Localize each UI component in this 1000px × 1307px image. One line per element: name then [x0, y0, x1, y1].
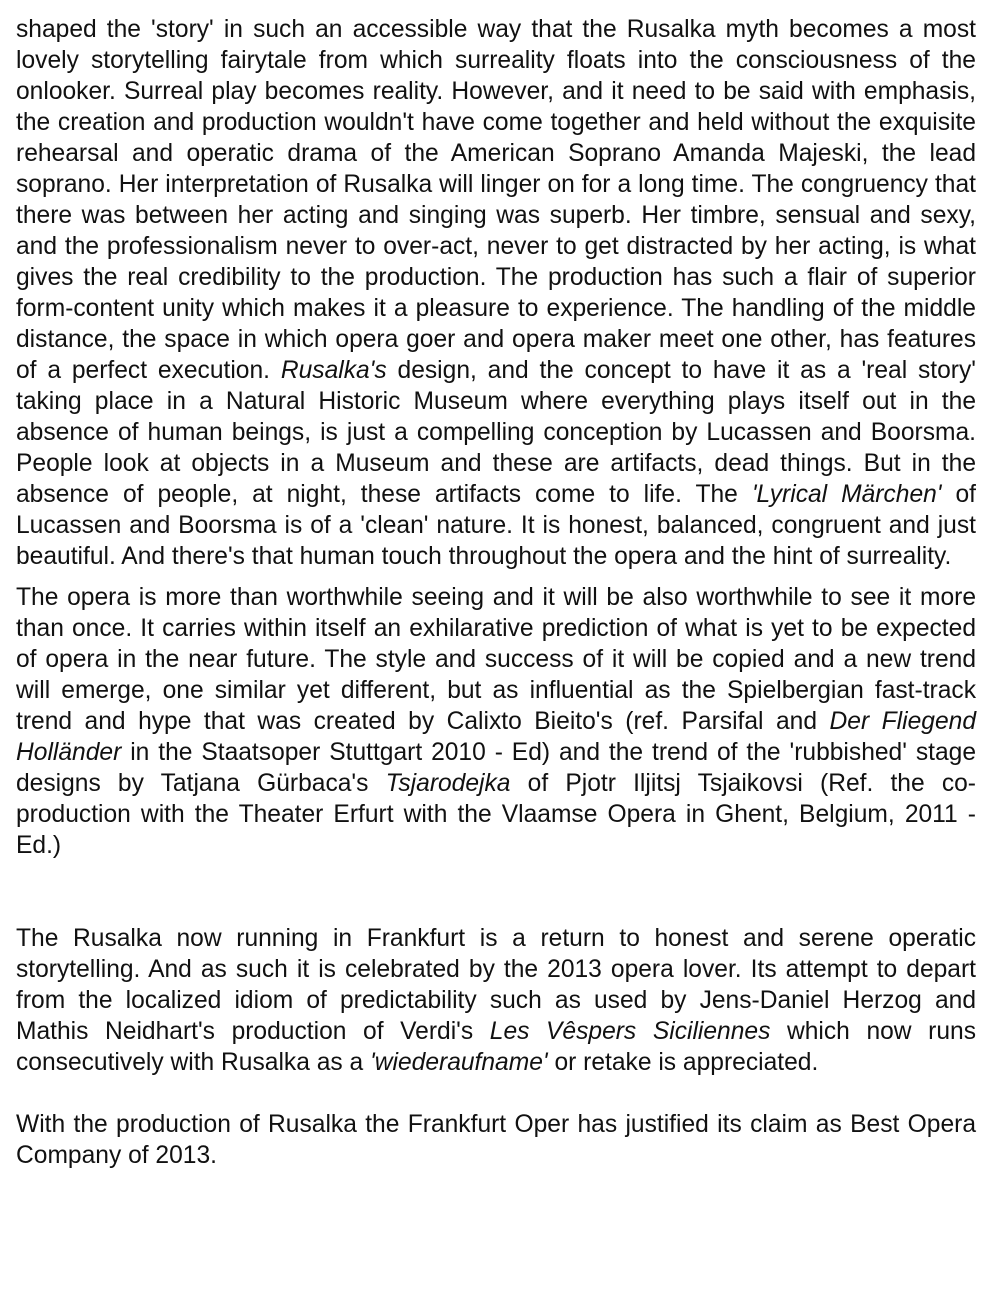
paragraph-frankfurt — [16, 923, 976, 1078]
paragraph-rusalka-review — [16, 14, 976, 572]
italic-title: 'Lyrical Märchen' — [751, 481, 942, 508]
text-span: shaped the 'story' in such an accessible way that the Rusalka myth becomes a most lovely storytelling fairytale from which surreality floats into the consciousness of the onlooker. Surreal play becomes reality. However, and it need to be said with emphasis, the creation and production wouldn't have come together and held without the exquisite rehearsal and operatic drama of the American Soprano Amanda Majeski, the lead soprano. Her interpretation of Rusalka will linger on for a long time. The congruency that there was between her acting and singing was superb. Her timbre, sensual and sexy, and the professionalism never to over-act, never to get distracted by her acting, is what gives the real credibility to the production. The production has such a flair of superior form-content unity which makes it a pleasure to experience. The handling of the middle distance, the space in which opera goer and opera maker meet one other, has features of a perfect execution. — [16, 16, 976, 384]
italic-title: Rusalka's — [280, 357, 387, 384]
text-span: which now runs consecutively with Rusalka as a — [16, 1018, 976, 1076]
text-span: The Rusalka now running in Frankfurt is a return to honest and serene operatic storytelling. And as such it is celebrated by the 2013 opera lover. Its attempt to depart from the localized idiom of predictability such as used by Jens-Daniel Herzog and Mathis Neidhart's production of Verdi's — [16, 925, 976, 1045]
italic-title: 'wiederaufname' — [370, 1049, 548, 1076]
text-span: or retake is appreciated. — [547, 1049, 819, 1076]
italic-title: Der Fliegend Holländer — [16, 708, 976, 766]
italic-title: Les Vêspers Siciliennes — [489, 1018, 771, 1045]
paragraph-worthwhile — [16, 582, 976, 861]
text-span: of Lucassen and Boorsma is of a 'clean' nature. It is honest, balanced, congruent and just beautiful. And there's that human touch throughout the opera and the hint of surreality. — [16, 481, 976, 570]
italic-title: Tsjarodejka — [385, 770, 511, 797]
text-span: With the production of Rusalka the Frankfurt Oper has justified its claim as Best Opera Company of 2013. — [16, 1111, 976, 1169]
article-body — [16, 14, 976, 1171]
text-span: The opera is more than worthwhile seeing and it will be also worthwhile to see it more than once. It carries within itself an exhilarative prediction of what is yet to be expected of opera in the near future. The style and success of it will be copied and a new trend will emerge, one similar yet different, but as influential as the Spielbergian fast-track trend and hype that was created by Calixto Bieito's (ref. Parsifal and — [16, 584, 976, 735]
text-span: of Pjotr Iljitsj Tsjaikovsi (Ref. the co-production with the Theater Erfurt with the Vlaamse Opera in Ghent, Belgium, 2011 - Ed.) — [16, 770, 976, 859]
paragraph-conclusion — [16, 1109, 976, 1171]
text-span: design, and the concept to have it as a 'real story' taking place in a Natural Historic Museum where everything plays itself out in the absence of human beings, is just a compelling conception by Lucassen and Boorsma. People look at objects in a Museum and these are artifacts, dead things. But in the absence of people, at night, these artifacts come to life. The — [16, 357, 976, 508]
text-span: in the Staatsoper Stuttgart 2010 - Ed) and the trend of the 'rubbished' stage designs by Tatjana Gürbaca's — [16, 739, 976, 797]
